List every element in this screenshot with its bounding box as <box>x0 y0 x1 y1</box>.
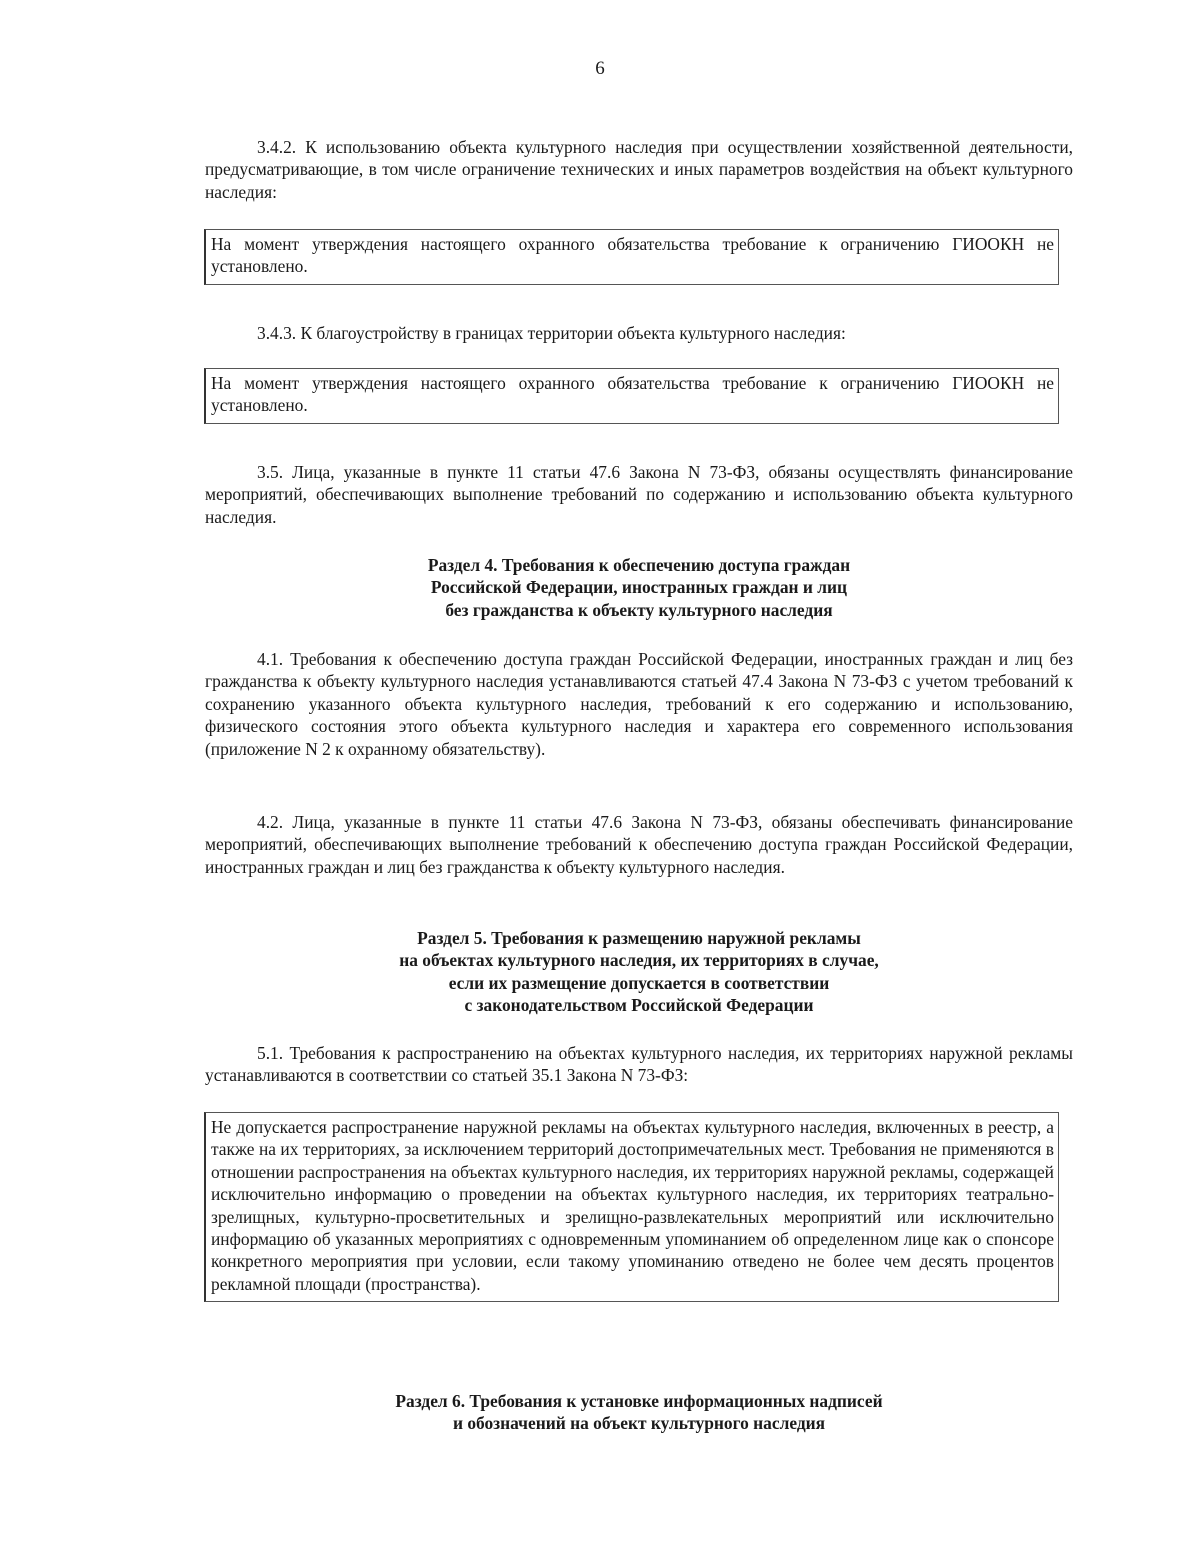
requirement-box-3-4-3: На момент утверждения настоящего охранного обязательства требование к ограничению ГИООКН не установлено. <box>204 368 1059 424</box>
section-5-heading <box>205 927 1073 1017</box>
paragraph-4-2: 4.2. Лица, указанные в пункте 11 статьи 47.6 Закона N 73-ФЗ, обязаны обеспечивать финансирование мероприятий, обеспечивающих выполнение требований к обеспечению доступа граждан Российской Федерации, иностранных граждан и лиц без гражданства к объекту культурного наследия. <box>205 812 1073 877</box>
section-6-heading-line: и обозначений на объект культурного наследия <box>452 1413 826 1434</box>
paragraph-4-1: 4.1. Требования к обеспечению доступа граждан Российской Федерации, иностранных граждан и лиц без гражданства к объекту культурного наследия устанавливаются статьей 47.4 Закона N 73-ФЗ с учетом требований к сохранению указанного объекта культурного наследия, требований к его содержанию и использованию, физического состояния этого объекта культурного наследия и характера его современного использования (приложение N 2 к охранному обязательству). <box>205 649 1073 759</box>
paragraph-3-4-2: 3.4.2. К использованию объекта культурного наследия при осуществлении хозяйственной деятельности, предусматривающие, в том числе ограничение технических и иных параметров воздействия на объект культурного наследия: <box>205 137 1073 202</box>
section-4-heading-line: Раздел 4. Требования к обеспечению доступа граждан <box>427 555 851 575</box>
requirement-box-3-4-2: На момент утверждения настоящего охранного обязательства требование к ограничению ГИООКН не установлено. <box>204 229 1059 285</box>
paragraph-3-5: 3.5. Лица, указанные в пункте 11 статьи 47.6 Закона N 73-ФЗ, обязаны осуществлять финансирование мероприятий, обеспечивающих выполнение требований по содержанию и использованию объекта культурного наследия. <box>205 462 1073 527</box>
section-5-heading-line: с законодательством Российской Федерации <box>464 995 814 1016</box>
paragraph-5-1: 5.1. Требования к распространению на объектах культурного наследия, их территориях наружной рекламы устанавливаются в соответствии со статьей 35.1 Закона N 73-ФЗ: <box>205 1043 1073 1086</box>
page-number: 6 <box>595 58 605 79</box>
requirement-box-5-1: Не допускается распространение наружной рекламы на объектах культурного наследия, включенных в реестр, а также на их территориях, за исключением территорий достопримечательных мест. Требования не применяются в отношении распространения на объектах культурного наследия, их территориях наружной рекламы, содержащей исключительно информацию о проведении на объектах культурного наследия, их территориях театрально-зрелищных, культурно-просветительных и зрелищно-развлекательных мероприятий или исключительно информацию об указанных мероприятиях с одновременным упоминанием об определенном лице как о спонсоре конкретного мероприятия при условии, если такому упоминанию отведено не более чем десять процентов рекламной площади (пространства). <box>204 1112 1059 1302</box>
section-4-heading-line: Российской Федерации, иностранных граждан и лиц <box>430 577 848 598</box>
section-4-heading <box>205 554 1073 621</box>
section-6-heading-line: Раздел 6. Требования к установке информационных надписей <box>395 1391 883 1411</box>
section-4-heading-line: без гражданства к объекту культурного наследия <box>445 599 833 620</box>
section-6-heading <box>205 1390 1073 1435</box>
section-5-heading-line: Раздел 5. Требования к размещению наружной рекламы <box>417 928 861 948</box>
section-5-heading-line: на объектах культурного наследия, их территориях в случае, <box>399 950 879 971</box>
section-5-heading-line: если их размещение допускается в соответствии <box>448 972 830 993</box>
paragraph-3-4-3: 3.4.3. К благоустройству в границах территории объекта культурного наследия: <box>257 323 846 343</box>
